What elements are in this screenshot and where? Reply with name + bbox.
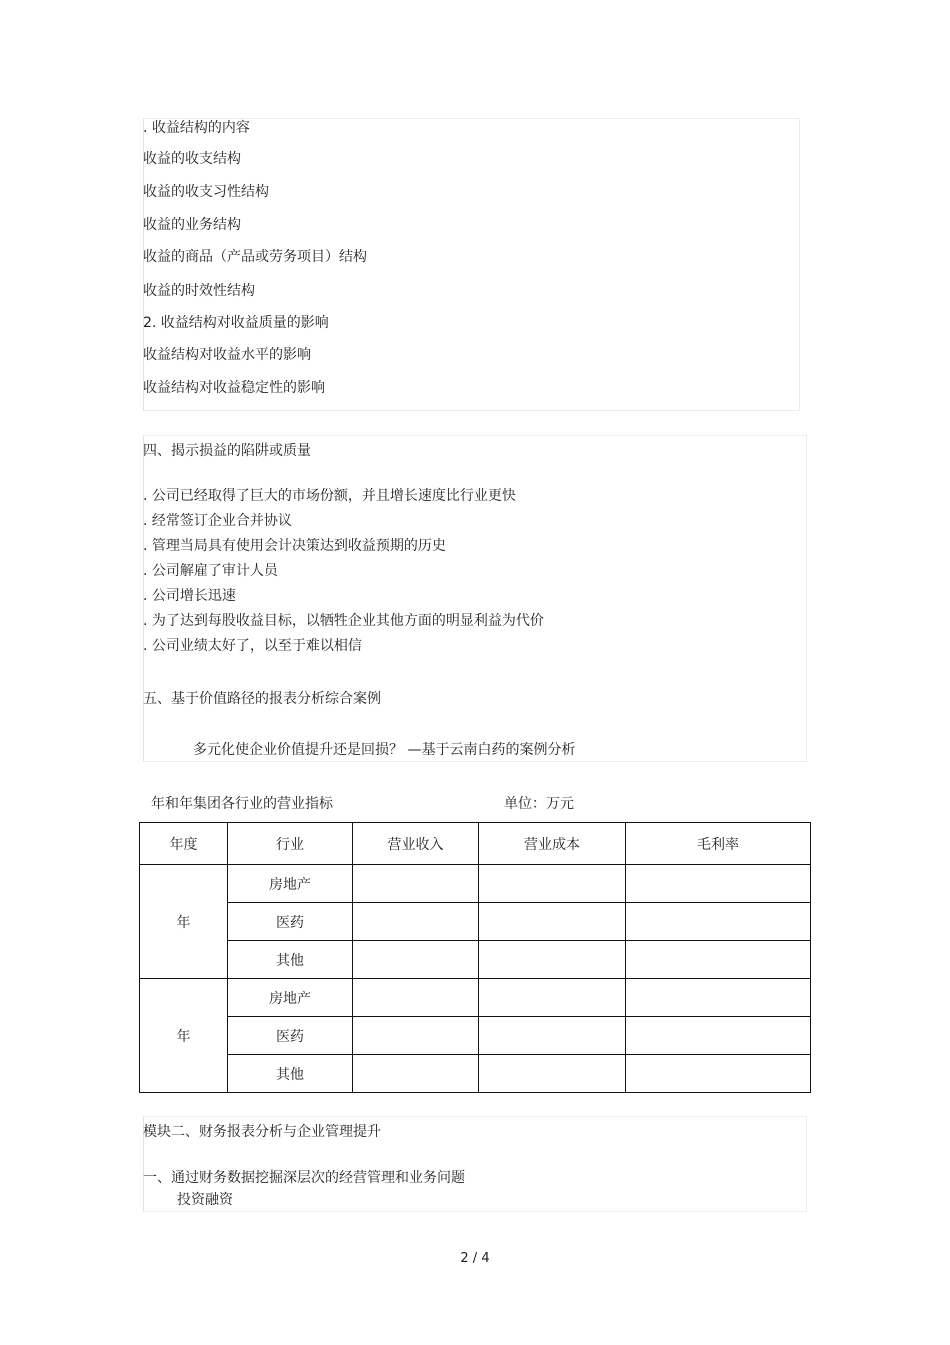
revenue-cell (353, 903, 479, 941)
case-title: 多元化使企业价值提升还是回损？ —基于云南白药的案例分析 (193, 742, 576, 758)
cost-cell (479, 903, 626, 941)
revenue-cell (353, 865, 479, 903)
table-unit: 单位：万元 (504, 796, 574, 812)
year-cell: 年 (140, 979, 228, 1093)
revenue-cell (353, 941, 479, 979)
text-line: 收益的收支结构 (143, 151, 241, 167)
cost-cell (479, 865, 626, 903)
industry-cell: 其他 (228, 941, 353, 979)
industry-cell: 其他 (228, 1055, 353, 1093)
header-industry: 行业 (228, 823, 353, 865)
section-heading: 模块二、财务报表分析与企业管理提升 (143, 1124, 381, 1140)
text-line: 2. 收益结构对收益质量的影响 (143, 315, 329, 331)
margin-cell (626, 1055, 811, 1093)
cost-cell (479, 1055, 626, 1093)
table-row (140, 1017, 811, 1055)
table-row (140, 979, 811, 1017)
table-row (140, 1055, 811, 1093)
list-item: . 公司已经取得了巨大的市场份额，并且增长速度比行业更快 (143, 488, 516, 504)
section-heading: 五、基于价值路径的报表分析综合案例 (143, 691, 381, 707)
list-item: . 公司解雇了审计人员 (143, 563, 278, 579)
revenue-cell (353, 979, 479, 1017)
list-item: . 经常签订企业合并协议 (143, 513, 292, 529)
industry-cell: 房地产 (228, 865, 353, 903)
industry-cell: 房地产 (228, 979, 353, 1017)
margin-cell (626, 979, 811, 1017)
year-cell: 年 (140, 865, 228, 979)
text-line: 投资融资 (177, 1192, 233, 1208)
section-box-earnings-traps (143, 435, 807, 762)
text-line: 收益的收支习性结构 (143, 184, 269, 200)
text-line: 收益结构对收益稳定性的影响 (143, 380, 325, 396)
revenue-cell (353, 1017, 479, 1055)
table-row (140, 903, 811, 941)
table-header-row (140, 823, 811, 865)
text-line: 收益的时效性结构 (143, 283, 255, 299)
margin-cell (626, 941, 811, 979)
text-line: 收益结构对收益水平的影响 (143, 347, 311, 363)
header-cost: 营业成本 (479, 823, 626, 865)
page-number: 2 / 4 (460, 1251, 490, 1266)
margin-cell (626, 865, 811, 903)
list-item: . 为了达到每股收益目标，以牺牲企业其他方面的明显利益为代价 (143, 613, 544, 629)
table-caption: 年和年集团各行业的营业指标 (151, 796, 333, 812)
header-year: 年度 (140, 823, 228, 865)
margin-cell (626, 1017, 811, 1055)
operating-indicators-table (139, 822, 811, 1093)
table-row (140, 941, 811, 979)
margin-cell (626, 903, 811, 941)
list-item: . 公司业绩太好了，以至于难以相信 (143, 638, 362, 654)
list-item: . 管理当局具有使用会计决策达到收益预期的历史 (143, 538, 446, 554)
cost-cell (479, 941, 626, 979)
header-revenue: 营业收入 (353, 823, 479, 865)
industry-cell: 医药 (228, 1017, 353, 1055)
list-item: . 公司增长迅速 (143, 588, 236, 604)
header-gross-margin: 毛利率 (626, 823, 811, 865)
revenue-cell (353, 1055, 479, 1093)
industry-cell: 医药 (228, 903, 353, 941)
text-line: . 收益结构的内容 (143, 120, 250, 136)
text-line: 收益的业务结构 (143, 217, 241, 233)
sub-heading: 一、通过财务数据挖掘深层次的经营管理和业务问题 (143, 1170, 465, 1186)
cost-cell (479, 979, 626, 1017)
table-row (140, 865, 811, 903)
text-line: 收益的商品（产品或劳务项目）结构 (143, 249, 367, 265)
cost-cell (479, 1017, 626, 1055)
section-heading: 四、揭示损益的陷阱或质量 (143, 443, 311, 459)
